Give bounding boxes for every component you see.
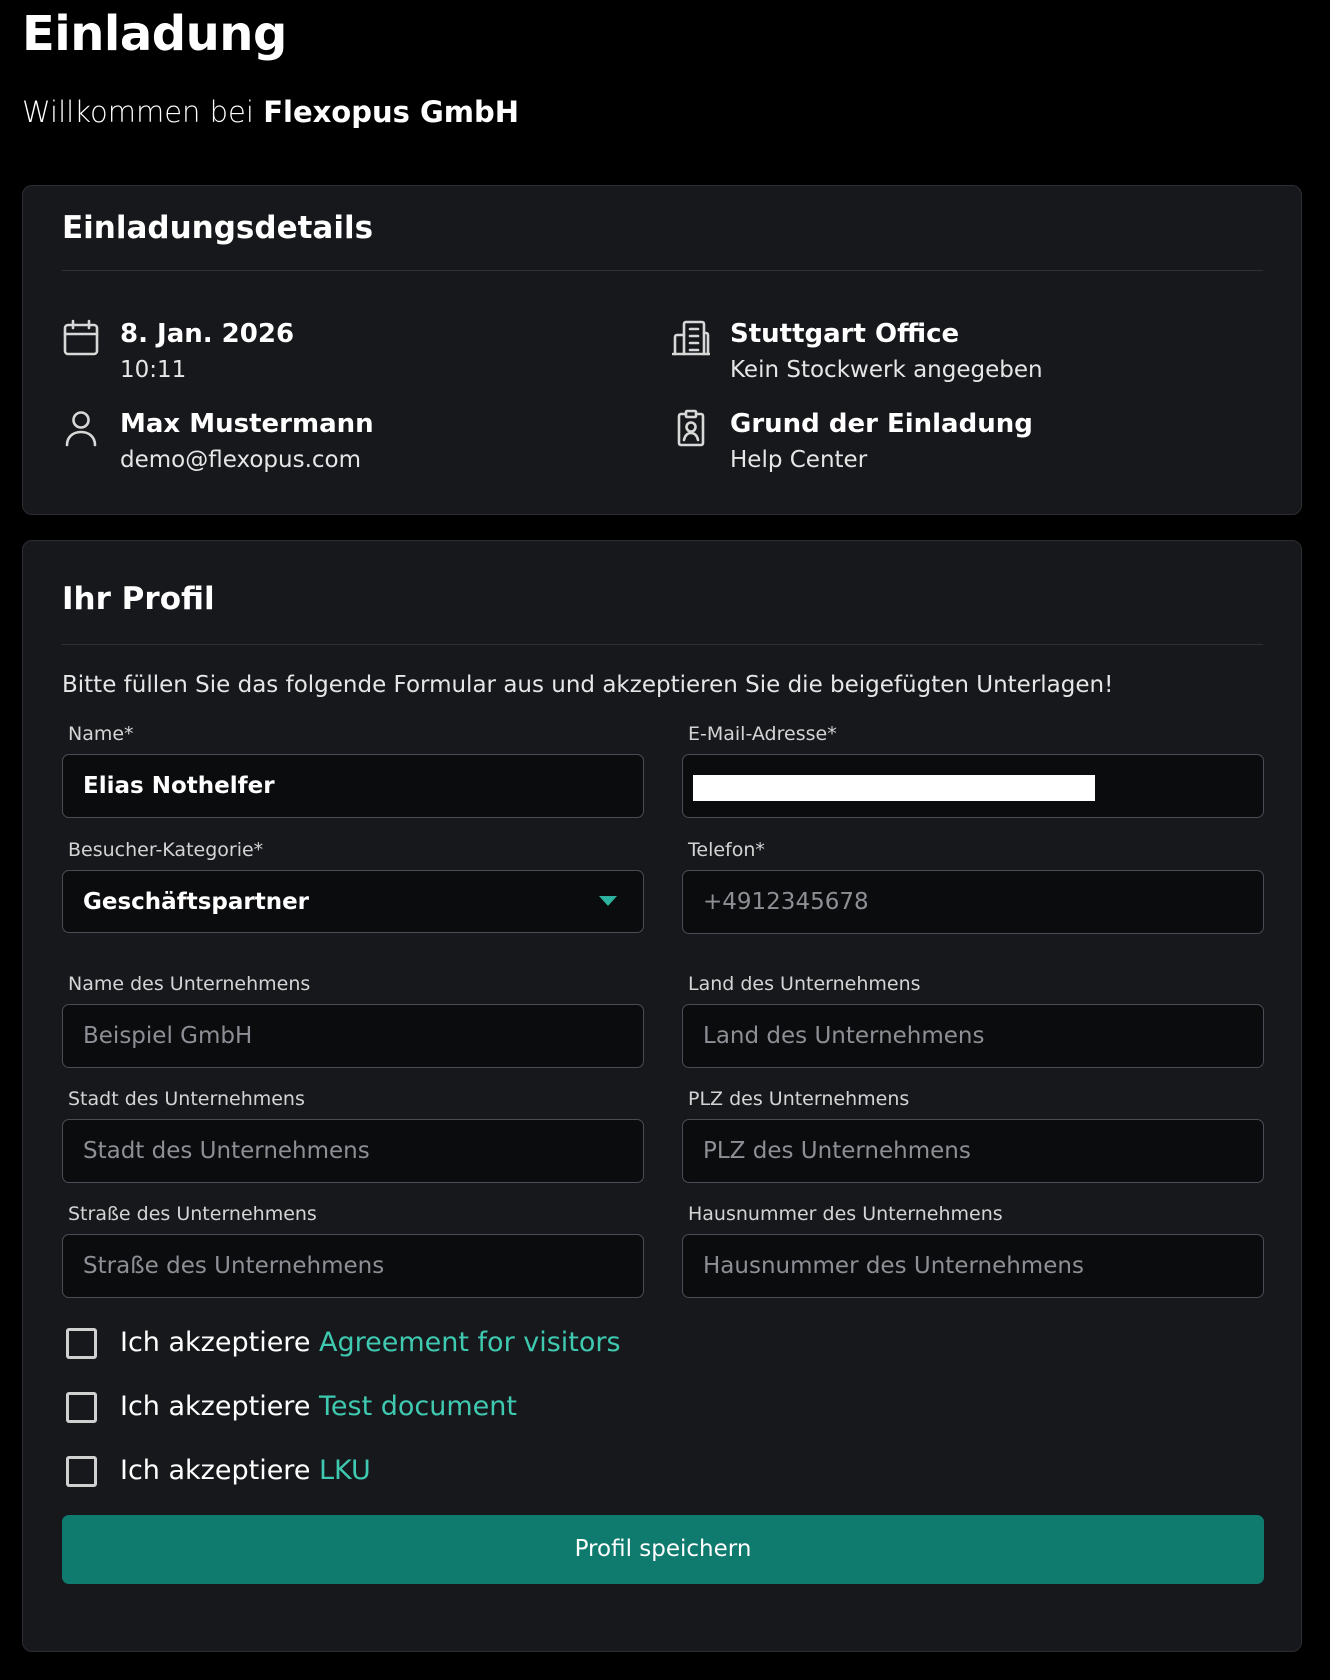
profile-intro: Bitte füllen Sie das folgende Formular aus und akzeptieren Sie die beigefügten Unterlagen! (62, 672, 1114, 698)
company-name: Flexopus GmbH (263, 95, 520, 129)
email-label: E-Mail-Adresse* (688, 723, 837, 745)
company-label: Name des Unternehmens (68, 973, 311, 995)
accept-lku-checkbox[interactable] (66, 1456, 97, 1487)
reason-label: Grund der Einladung (730, 409, 1033, 439)
host-name: Max Mustermann (120, 409, 374, 439)
detail-datetime (62, 317, 582, 387)
zip-label: PLZ des Unternehmens (688, 1088, 910, 1110)
phone-label: Telefon* (688, 839, 765, 861)
email-input[interactable] (682, 754, 1264, 818)
invitation-date: 8. Jan. 2026 (120, 319, 295, 349)
accept-agreement-checkbox[interactable] (66, 1328, 97, 1359)
lku-link[interactable]: LKU (319, 1455, 371, 1486)
caret-down-icon (599, 896, 617, 906)
zip-input[interactable] (682, 1119, 1264, 1183)
email-redaction (693, 775, 1095, 801)
details-divider (62, 270, 1263, 271)
street-label: Straße des Unternehmens (68, 1203, 317, 1225)
name-input[interactable] (62, 754, 644, 818)
accept-test-document-text (120, 1389, 517, 1425)
profile-card (22, 540, 1302, 1652)
agreement-link[interactable]: Agreement for visitors (319, 1327, 621, 1358)
profile-divider (62, 644, 1263, 645)
accept-prefix: Ich akzeptiere (120, 1455, 320, 1486)
accept-prefix: Ich akzeptiere (120, 1327, 320, 1358)
city-input[interactable] (62, 1119, 644, 1183)
invitation-details-title: Einladungsdetails (62, 210, 374, 246)
floor-info: Kein Stockwerk angegeben (730, 357, 1043, 383)
accept-prefix: Ich akzeptiere (120, 1391, 320, 1422)
street-input[interactable] (62, 1234, 644, 1298)
user-icon (62, 409, 100, 447)
detail-host (62, 407, 582, 477)
building-icon (672, 319, 710, 357)
save-profile-button[interactable]: Profil speichern (62, 1515, 1264, 1584)
accept-test-document-checkbox[interactable] (66, 1392, 97, 1423)
name-label: Name* (68, 723, 134, 745)
calendar-icon (62, 319, 100, 357)
company-input[interactable] (62, 1004, 644, 1068)
host-email: demo@flexopus.com (120, 447, 362, 473)
invitation-time: 10:11 (120, 357, 187, 383)
city-label: Stadt des Unternehmens (68, 1088, 305, 1110)
accept-agreement-text (120, 1325, 621, 1361)
detail-location (672, 317, 1232, 387)
page-title: Einladung (22, 6, 287, 62)
id-badge-icon (672, 409, 710, 447)
category-select[interactable] (62, 870, 644, 933)
reason-value: Help Center (730, 447, 868, 473)
profile-title: Ihr Profil (62, 581, 215, 617)
category-selected-value: Geschäftspartner (83, 889, 310, 915)
phone-input[interactable] (682, 870, 1264, 934)
house-number-input[interactable] (682, 1234, 1264, 1298)
detail-reason (672, 407, 1232, 477)
country-label: Land des Unternehmens (688, 973, 921, 995)
test-document-link[interactable]: Test document (319, 1391, 517, 1422)
country-input[interactable] (682, 1004, 1264, 1068)
welcome-text (22, 92, 519, 132)
invitation-details-card (22, 185, 1302, 515)
house-number-label: Hausnummer des Unternehmens (688, 1203, 1003, 1225)
category-label: Besucher-Kategorie* (68, 839, 264, 861)
welcome-prefix: Willkommen bei (22, 95, 264, 129)
location-name: Stuttgart Office (730, 319, 960, 349)
accept-lku-text (120, 1453, 371, 1489)
